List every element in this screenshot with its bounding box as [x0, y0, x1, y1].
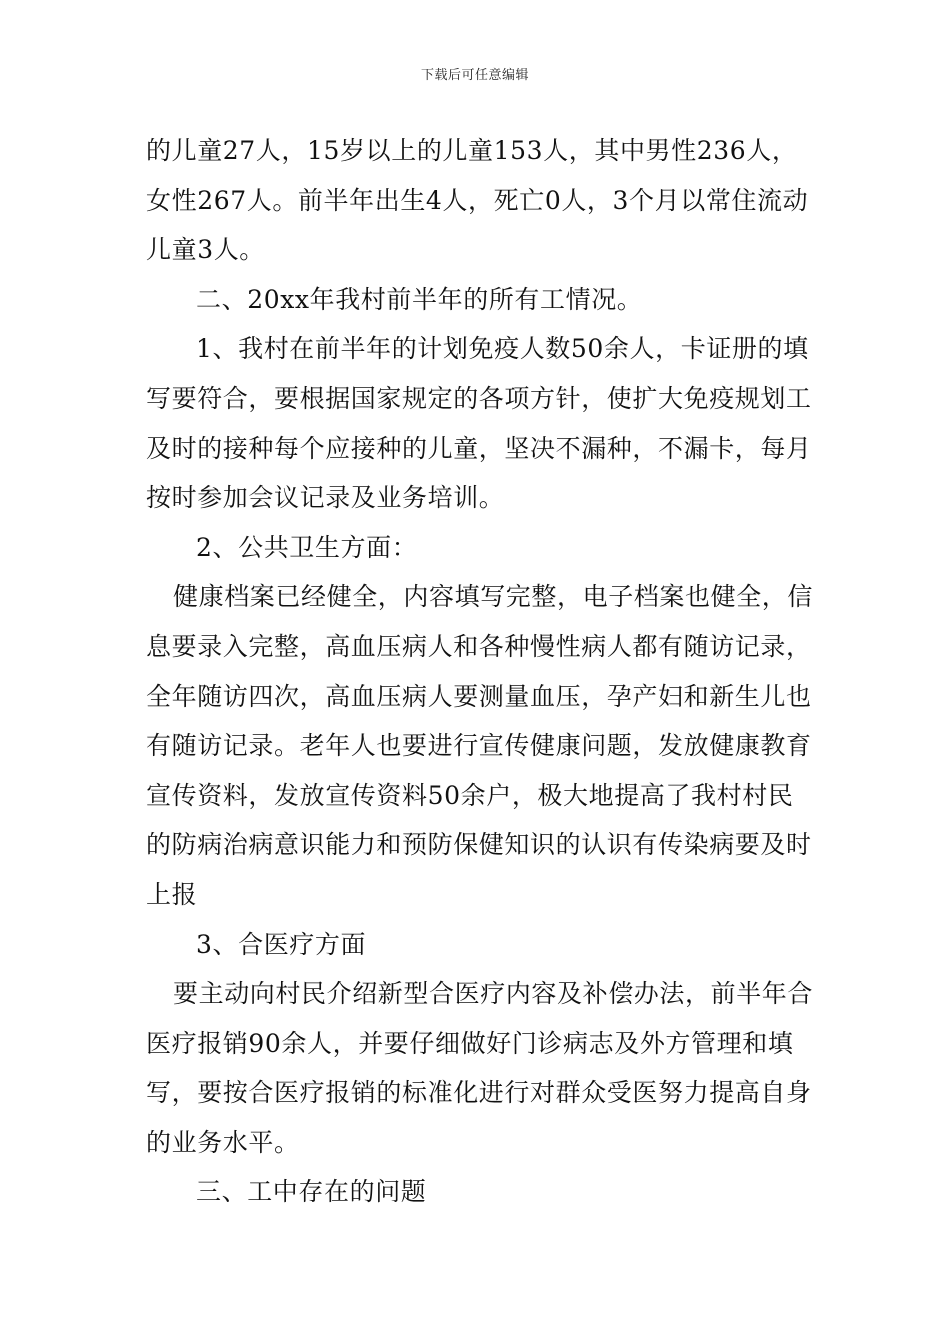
section-heading-problems: 三、工中存在的问题 — [196, 1177, 427, 1207]
paragraph-population-stats: 的儿童27人，15岁以上的儿童153人，其中男性236人，女性267人。前半年出生4人，死亡0人，3个月以常住流动儿童3人。 — [146, 136, 809, 265]
document-body — [146, 126, 814, 1217]
paragraph-immunization: 1、我村在前半年的计划免疫人数50余人，卡证册的填写要符合，要根据国家规定的各项方针，使扩大免疫规划工及时的接种每个应接种的儿童，坚决不漏种，不漏卡，每月按时参加会议记录及业务培训。 — [146, 334, 812, 513]
section-heading-work-status: 二、20xx年我村前半年的所有工情况。 — [196, 284, 643, 314]
subheading-public-health: 2、公共卫生方面： — [196, 532, 418, 562]
page-header-note: 下载后可任意编辑 — [420, 68, 529, 83]
paragraph-health-records: 健康档案已经健全，内容填写完整，电子档案也健全，信息要录入完整，高血压病人和各种慢性病人都有随访记录，全年随访四次，高血压病人要测量血压，孕产妇和新生儿也有随访记录。老年人也要进行宣传健康问题，发放健康教育宣传资料，发放宣传资料50余户，极大地提高了我村村民的防病治病意识能力和预防保健知识的认识有传染病要及时上报 — [146, 582, 814, 909]
paragraph-cooperative-medical: 要主动向村民介绍新型合医疗内容及补偿办法，前半年合医疗报销90余人，并要仔细做好门诊病志及外方管理和填写，要按合医疗报销的标准化进行对群众受医努力提高自身的业务水平。 — [146, 979, 814, 1157]
subheading-cooperative-medical: 3、合医疗方面 — [196, 929, 367, 959]
